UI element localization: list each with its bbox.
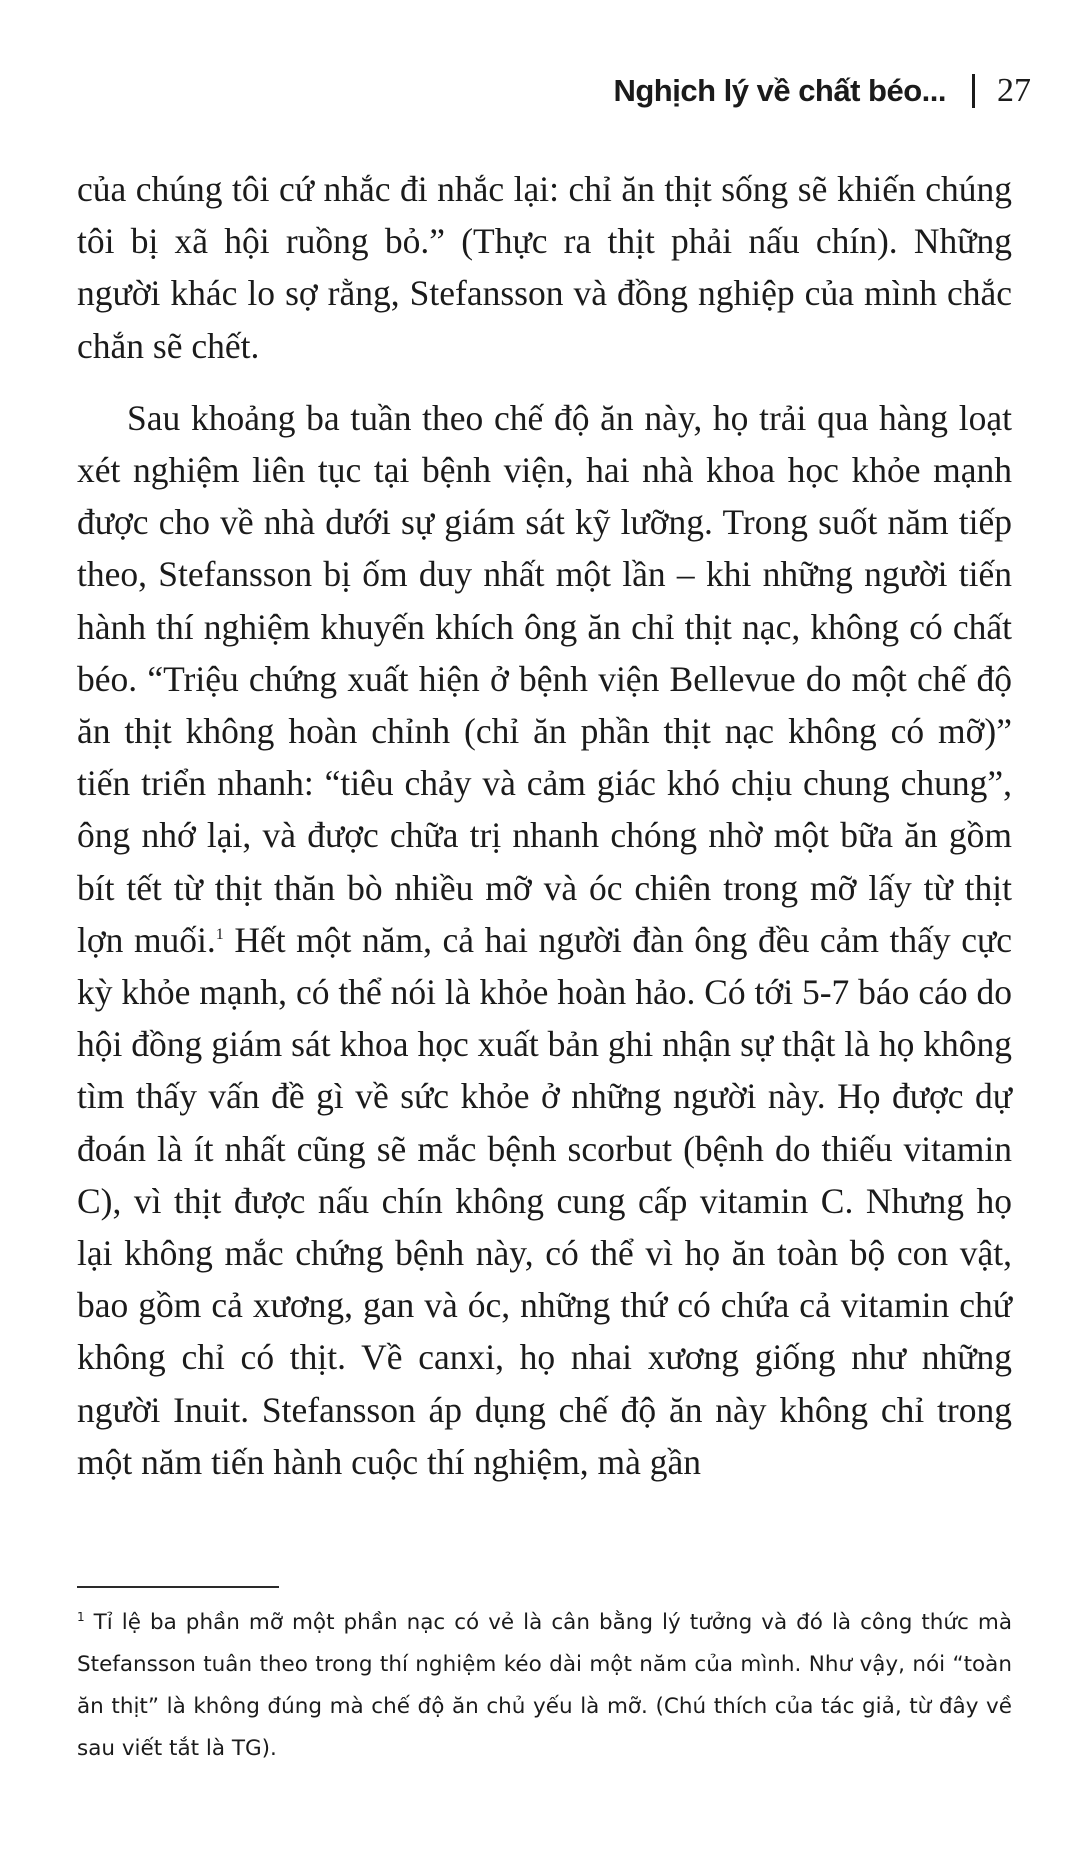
footnote-reference: 1 <box>215 926 224 944</box>
paragraph-2-part-1: Sau khoảng ba tuần theo chế độ ăn này, họ trải qua hàng loạt xét nghiệm liên tục tại bệnh viện, hai nhà khoa học khỏe mạnh được cho về nhà dưới sự giám sát kỹ lưỡng. Trong suốt năm tiếp theo, Stefansson bị ốm duy nhất một lần – khi những người tiến hành thí nghiệm khuyến khích ông ăn chỉ thịt nạc, không có chất béo. “Triệu chứng xuất hiện ở bệnh viện Bellevue do một chế độ ăn thịt không hoàn chỉnh (chỉ ăn phần thịt nạc không có mỡ)” tiến triển nhanh: “tiêu chảy và cảm giác khó chịu chung chung”, ông nhớ lại, và được chữa trị nhanh chóng nhờ một bữa ăn gồm bít tết từ thịt thăn bò nhiều mỡ và óc chiên trong mỡ lấy từ thịt lợn muối. <box>77 397 1012 960</box>
running-head <box>613 72 1031 110</box>
paragraph-1: của chúng tôi cứ nhắc đi nhắc lại: chỉ ăn thịt sống sẽ khiến chúng tôi bị xã hội ruồng bỏ.” (Thực ra thịt phải nấu chín). Những người khác lo sợ rằng, Stefansson và đồng nghiệp của mình chắc chắn sẽ chết. <box>77 169 1012 366</box>
chapter-title: Nghịch lý về chất béo... <box>613 73 946 108</box>
paragraph-2 <box>77 392 1012 1488</box>
header-separator <box>972 74 975 108</box>
paragraph-2-part-2: Hết một năm, cả hai người đàn ông đều cảm thấy cực kỳ khỏe mạnh, có thể nói là khỏe hoàn hảo. Có tới 5-7 báo cáo do hội đồng giám sát khoa học xuất bản ghi nhận sự thật là họ không tìm thấy vấn đề gì về sức khỏe ở những người này. Họ được dự đoán là ít nhất cũng sẽ mắc bệnh scorbut (bệnh do thiếu vitamin C), vì thịt được nấu chín không cung cấp vitamin C. Nhưng họ lại không mắc chứng bệnh này, có thể vì họ ăn toàn bộ con vật, bao gồm cả xương, gan và óc, những thứ có chứa cả vitamin chứ không chỉ có thịt. Về canxi, họ nhai xương giống như những người Inuit. Stefansson áp dụng chế độ ăn này không chỉ trong một năm tiến hành cuộc thí nghiệm, mà gần <box>77 919 1012 1482</box>
footnote-divider <box>77 1586 279 1588</box>
footnote <box>77 1602 1012 1770</box>
footnote-marker: 1 <box>77 1609 85 1624</box>
body-text <box>77 163 1012 1488</box>
page-number: 27 <box>997 72 1031 109</box>
footnote-text: Tỉ lệ ba phần mỡ một phần nạc có vẻ là cân bằng lý tưởng và đó là công thức mà Stefansson tuân theo trong thí nghiệm kéo dài một năm của mình. Như vậy, nói “toàn ăn thịt” là không đúng mà chế độ ăn chủ yếu là mỡ. (Chú thích của tác giả, từ đây về sau viết tắt là TG). <box>77 1610 1012 1761</box>
